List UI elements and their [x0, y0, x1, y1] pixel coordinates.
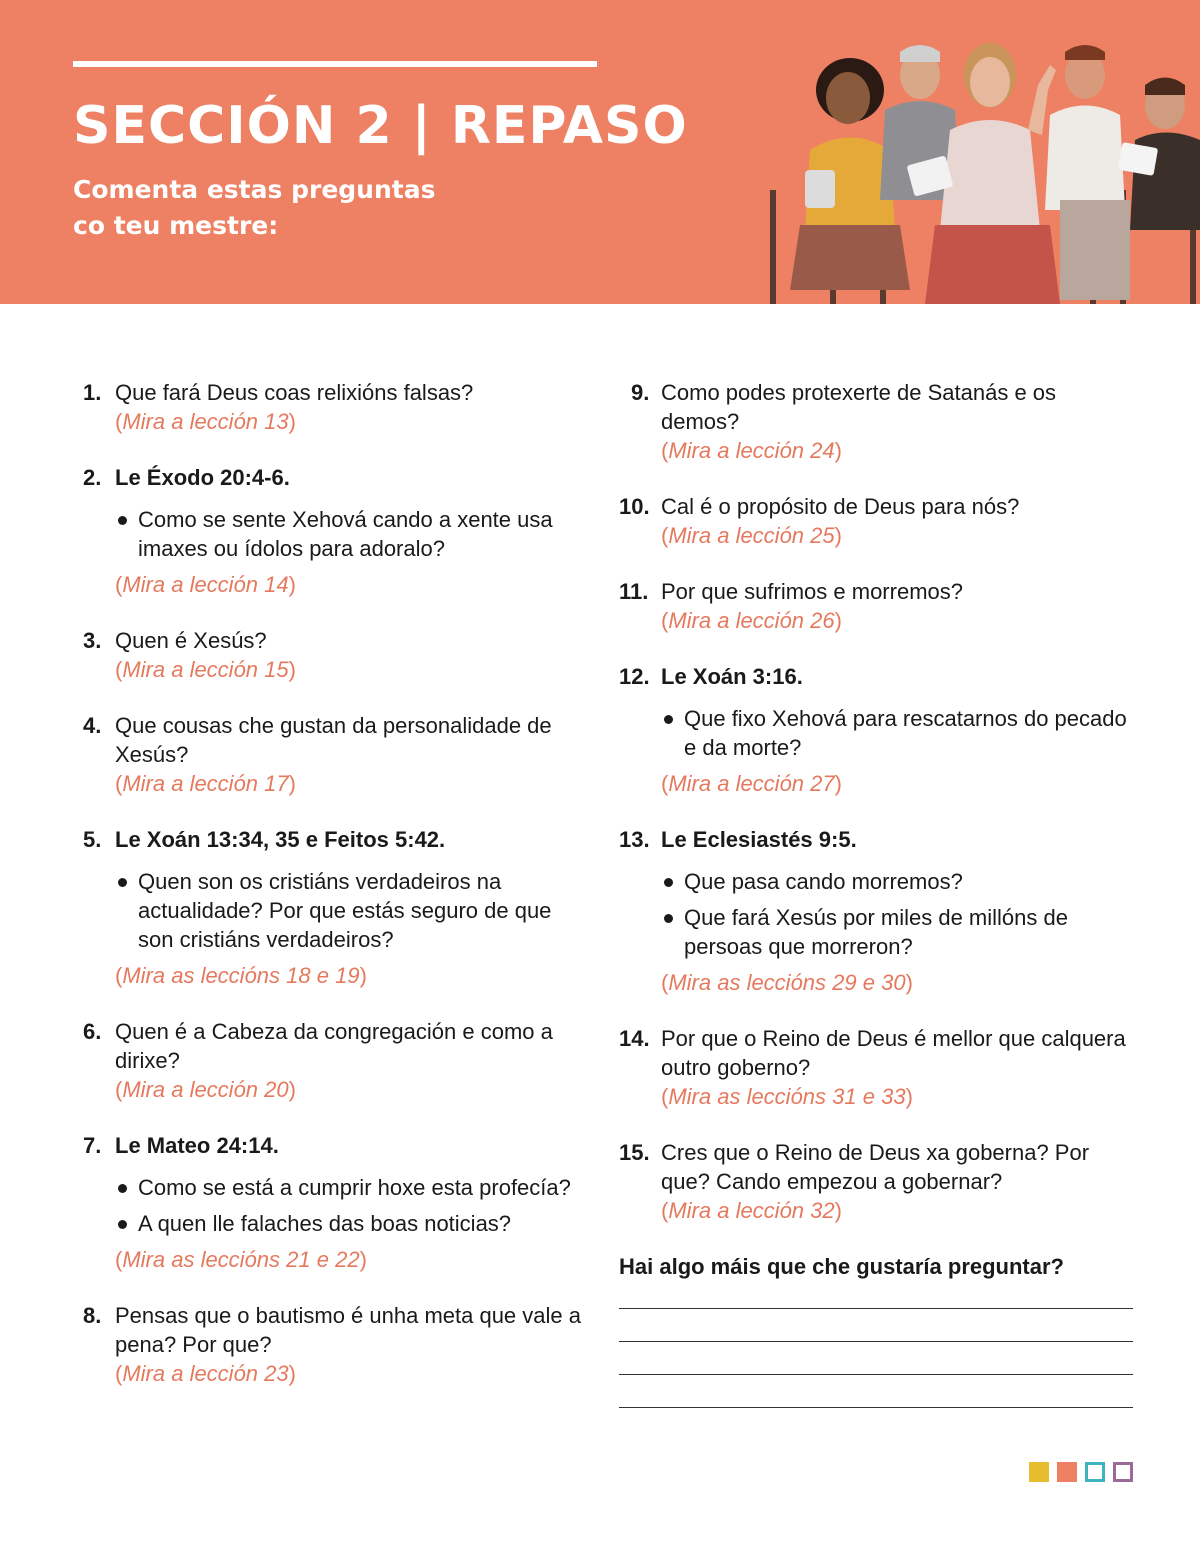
lesson-reference: (Mira a lección 23) — [115, 1361, 296, 1386]
question-text: Cres que o Reino de Deus xa goberna? Por que? Cando empezou a gobernar? — [661, 1140, 1090, 1194]
section-subtitle — [73, 172, 473, 244]
sub-question: A quen lle falaches das boas noticias? — [115, 1209, 583, 1238]
sub-question-list — [661, 867, 1139, 961]
lesson-reference: (Mira as leccións 29 e 30) — [661, 970, 913, 995]
question-number: 13. — [619, 827, 650, 852]
sub-question: Que pasa cando morremos? — [661, 867, 1139, 896]
lesson-reference: (Mira a lección 13) — [115, 409, 296, 434]
section-title: SECCIÓN 2 | REPASO — [73, 96, 688, 156]
answer-line — [619, 1308, 1133, 1309]
lesson-reference: (Mira as leccións 21 e 22) — [115, 1247, 367, 1272]
sub-question: Que fará Xesús por miles de millóns de persoas que morreron? — [661, 903, 1139, 961]
question-number: 1. — [83, 380, 102, 405]
header-rule — [73, 61, 597, 67]
question-number: 7. — [83, 1133, 102, 1158]
answer-line — [619, 1341, 1133, 1342]
question-number: 4. — [83, 713, 102, 738]
lesson-reference: (Mira a lección 27) — [661, 771, 842, 796]
yellow-square-icon — [1029, 1462, 1049, 1482]
coral-square-icon — [1057, 1462, 1077, 1482]
sub-question-list — [115, 1173, 583, 1238]
sub-question: Como se está a cumprir hoxe esta profecía? — [115, 1173, 583, 1202]
lesson-reference: (Mira a lección 24) — [661, 438, 842, 463]
question-number: 11. — [619, 579, 649, 604]
question-text: Quen é a Cabeza da congregación e como a dirixe? — [115, 1019, 553, 1073]
question-14 — [619, 1024, 1139, 1111]
scripture-instruction: Le Xoán 13:34, 35 e Feitos 5:42. — [115, 827, 446, 852]
lesson-reference: (Mira as leccións 18 e 19) — [115, 963, 367, 988]
question-text: Como podes protexerte de Satanás e os demos? — [661, 380, 1057, 434]
question-number: 14. — [619, 1026, 650, 1051]
lesson-reference: (Mira a lección 32) — [661, 1198, 842, 1223]
question-number: 12. — [619, 664, 650, 689]
sub-question-list — [115, 505, 583, 563]
lesson-reference: (Mira a lección 15) — [115, 657, 296, 682]
lesson-reference: (Mira a lección 17) — [115, 771, 296, 796]
scripture-instruction: Le Éxodo 20:4-6. — [115, 465, 290, 490]
question-15 — [619, 1138, 1139, 1225]
question-number: 3. — [83, 628, 102, 653]
question-1 — [83, 378, 583, 436]
subtitle-line-1: Comenta estas preguntas — [73, 175, 436, 204]
lesson-reference: (Mira a lección 20) — [115, 1077, 296, 1102]
people-seated-illustration — [760, 30, 1200, 304]
answer-line — [619, 1407, 1133, 1408]
question-number: 5. — [83, 827, 102, 852]
question-text: Quen é Xesús? — [115, 628, 267, 653]
question-13 — [619, 825, 1139, 997]
question-number: 6. — [83, 1019, 102, 1044]
question-6 — [83, 1017, 583, 1104]
scripture-instruction: Le Xoán 3:16. — [661, 664, 803, 689]
question-number: 9. — [631, 380, 650, 405]
lesson-reference: (Mira a lección 26) — [661, 608, 842, 633]
question-4 — [83, 711, 583, 798]
lesson-reference: (Mira a lección 25) — [661, 523, 842, 548]
question-text: Cal é o propósito de Deus para nós? — [661, 494, 1020, 519]
question-10 — [619, 492, 1139, 550]
questions-right-column — [619, 378, 1139, 1408]
question-number: 8. — [83, 1303, 102, 1328]
answer-line — [619, 1374, 1133, 1375]
sub-question-list — [115, 867, 583, 954]
extra-question: Hai algo máis que che gustaría preguntar? — [619, 1254, 1064, 1279]
question-7 — [83, 1131, 583, 1274]
question-12 — [619, 662, 1139, 798]
question-9 — [619, 378, 1139, 465]
question-2 — [83, 463, 583, 599]
question-number: 15. — [619, 1140, 650, 1165]
sub-question-list — [661, 704, 1139, 762]
question-text: Por que sufrimos e morremos? — [661, 579, 963, 604]
sub-question: Como se sente Xehová cando a xente usa imaxes ou ídolos para adoralo? — [115, 505, 583, 563]
subtitle-line-2: co teu mestre: — [73, 211, 279, 240]
question-5 — [83, 825, 583, 990]
lesson-reference: (Mira a lección 14) — [115, 572, 296, 597]
header-banner — [0, 0, 1200, 304]
question-text: Que fará Deus coas relixións falsas? — [115, 380, 474, 405]
lesson-reference: (Mira as leccións 31 e 33) — [661, 1084, 913, 1109]
sub-question: Que fixo Xehová para rescatarnos do pecado e da morte? — [661, 704, 1139, 762]
question-number: 2. — [83, 465, 102, 490]
question-3 — [83, 626, 583, 684]
scripture-instruction: Le Eclesiastés 9:5. — [661, 827, 857, 852]
question-text: Que cousas che gustan da personalidade de Xesús? — [115, 713, 552, 767]
question-11 — [619, 577, 1139, 635]
question-text: Por que o Reino de Deus é mellor que calquera outro goberno? — [661, 1026, 1126, 1080]
scripture-instruction: Le Mateo 24:14. — [115, 1133, 279, 1158]
question-number: 10. — [619, 494, 650, 519]
questions-left-column — [83, 378, 583, 1415]
purple-outline-square-icon — [1113, 1462, 1133, 1482]
teal-outline-square-icon — [1085, 1462, 1105, 1482]
question-8 — [83, 1301, 583, 1388]
sub-question: Quen son os cristiáns verdadeiros na actualidade? Por que estás seguro de que son cristiáns verdadeiros? — [115, 867, 583, 954]
question-text: Pensas que o bautismo é unha meta que vale a pena? Por que? — [115, 1303, 581, 1357]
